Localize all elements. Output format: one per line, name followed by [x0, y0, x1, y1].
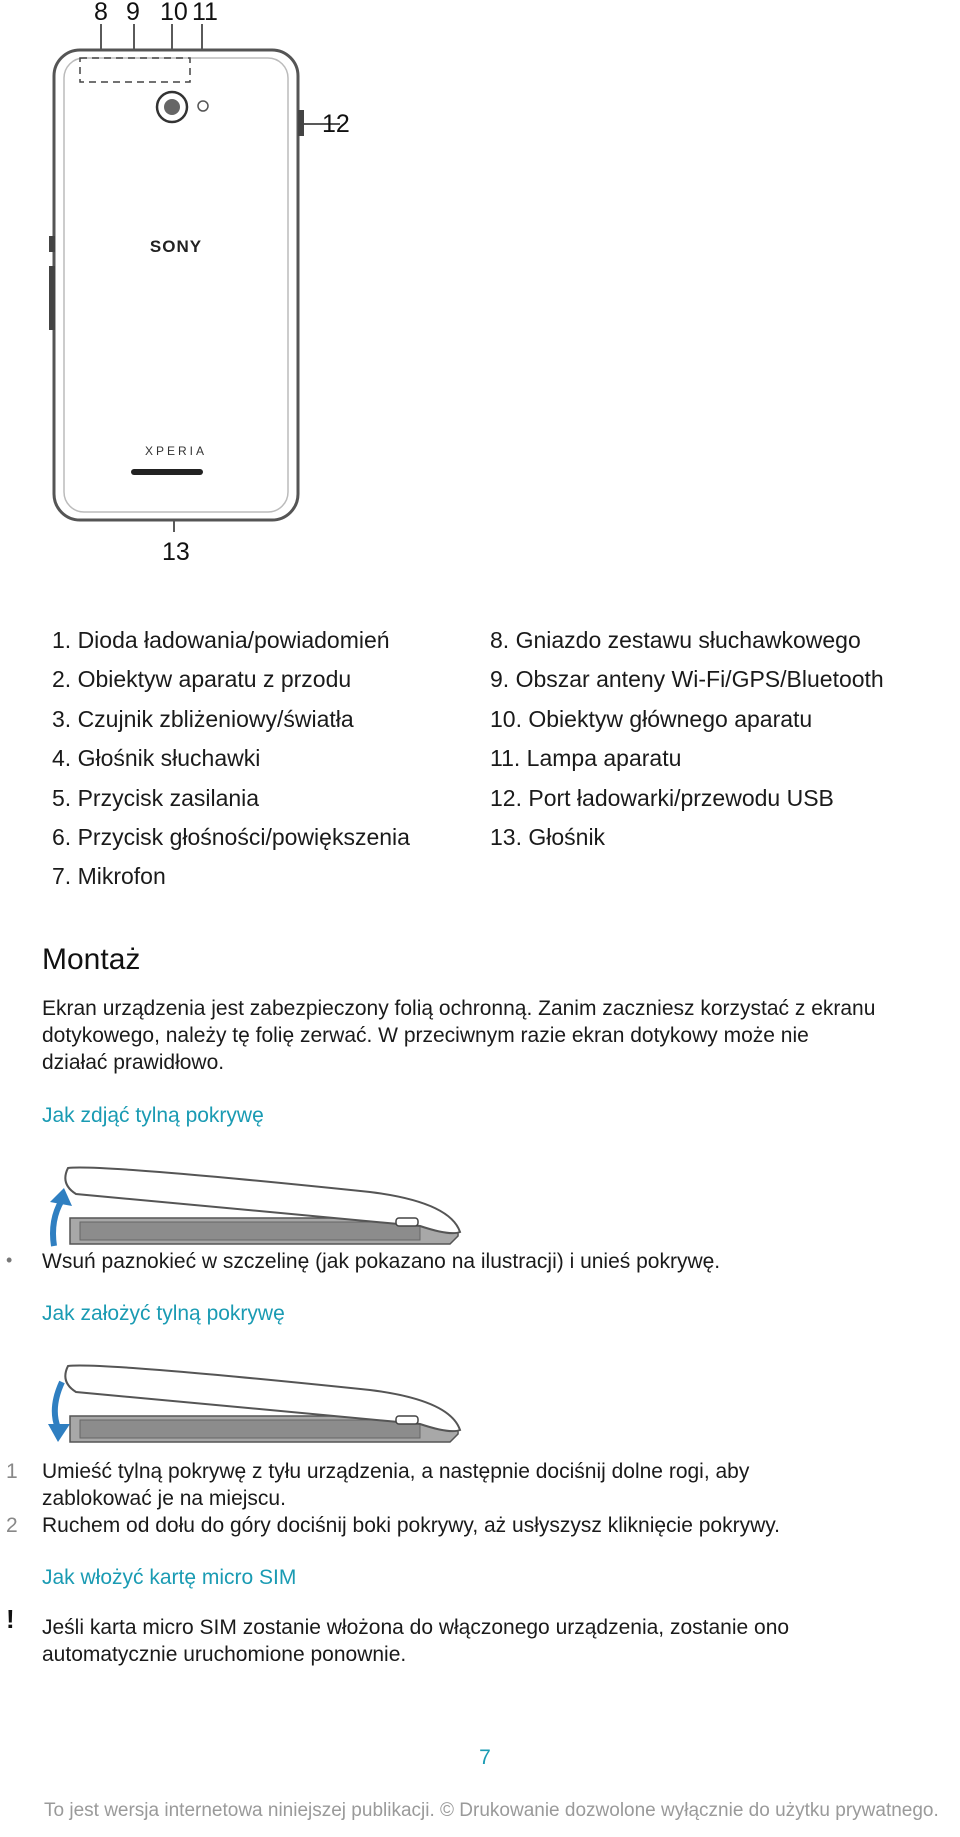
attach-cover-link[interactable]: Jak założyć tylną pokrywę	[42, 1302, 285, 1325]
list-item: 10. Obiektyw głównego aparatu	[490, 705, 813, 732]
callout-13: 13	[162, 538, 190, 566]
step-2	[0, 1512, 960, 1539]
phone-back-illustration	[40, 0, 360, 570]
list-item: 12. Port ładowarki/przewodu USB	[490, 784, 834, 811]
intro-paragraph	[42, 995, 957, 1076]
insert-sim-link[interactable]: Jak włożyć kartę micro SIM	[42, 1566, 297, 1589]
callout-11: 11	[192, 0, 218, 26]
list-item: 5. Przycisk zasilania	[52, 784, 260, 811]
section-title: Montaż	[42, 943, 141, 976]
remove-cover-instruction: Wsuń paznokieć w szczelinę (jak pokazano na ilustracji) i unieś pokrywę.	[42, 1250, 721, 1273]
step-number: 1	[6, 1460, 18, 1483]
list-item: 9. Obszar anteny Wi-Fi/GPS/Bluetooth	[490, 666, 884, 693]
paragraph-line: Ekran urządzenia jest zabezpieczony folią ochronną. Zanim zaczniesz korzystać z ekranu	[42, 997, 876, 1020]
attach-steps	[0, 1458, 960, 1539]
remove-cover-illustration	[40, 1160, 470, 1250]
page-number: 7	[479, 1746, 491, 1769]
sony-logo: SONY	[149, 237, 203, 256]
remove-cover-link[interactable]: Jak zdjąć tylną pokrywę	[42, 1104, 264, 1127]
attach-cover-illustration	[40, 1358, 470, 1448]
list-item: 11. Lampa aparatu	[490, 745, 682, 772]
footer-notice: To jest wersja internetowa niniejszej publikacji. © Drukowanie dozwolone wyłącznie do użytku prywatnego.	[44, 1800, 939, 1821]
step-number: 2	[6, 1514, 18, 1537]
parts-list-right	[490, 621, 884, 857]
step-text: zablokować je na miejscu.	[42, 1487, 286, 1510]
list-item: 1. Dioda ładowania/powiadomień	[52, 627, 390, 653]
callout-9: 9	[126, 0, 140, 26]
paragraph-line: automatycznie uruchomione ponownie.	[42, 1643, 407, 1666]
callout-12: 12	[322, 110, 350, 138]
callout-10: 10	[160, 0, 188, 26]
list-item: 6. Przycisk głośności/powiększenia	[52, 824, 410, 851]
step-text: Umieść tylną pokrywę z tyłu urządzenia, a następnie dociśnij dolne rogi, aby	[42, 1460, 750, 1483]
list-item: 13. Głośnik	[490, 824, 606, 851]
list-item: 2. Obiektyw aparatu z przodu	[52, 666, 352, 693]
warning-icon: !	[6, 1604, 15, 1634]
callout-8: 8	[94, 0, 108, 26]
paragraph-line: dotykowego, należy tę folię zerwać. W przeciwnym razie ekran dotykowy może nie	[42, 1024, 809, 1047]
list-item: 3. Czujnik zbliżeniowy/światła	[52, 705, 354, 732]
parts-list-left	[52, 621, 410, 897]
paragraph-line: Jeśli karta micro SIM zostanie włożona do włączonego urządzenia, zostanie ono	[42, 1616, 790, 1639]
list-item: 4. Głośnik słuchawki	[52, 745, 261, 772]
step-text: Ruchem od dołu do góry dociśnij boki pokrywy, aż usłyszysz kliknięcie pokrywy.	[42, 1514, 781, 1537]
list-item: 7. Mikrofon	[52, 863, 166, 890]
paragraph-line: działać prawidłowo.	[42, 1051, 225, 1074]
step-1-continuation	[0, 1485, 960, 1512]
sim-warning	[42, 1614, 789, 1668]
bullet-icon: •	[6, 1250, 13, 1270]
step-1	[0, 1458, 960, 1485]
xperia-logo: XPERIA	[144, 444, 207, 458]
list-item: 8. Gniazdo zestawu słuchawkowego	[490, 627, 861, 653]
